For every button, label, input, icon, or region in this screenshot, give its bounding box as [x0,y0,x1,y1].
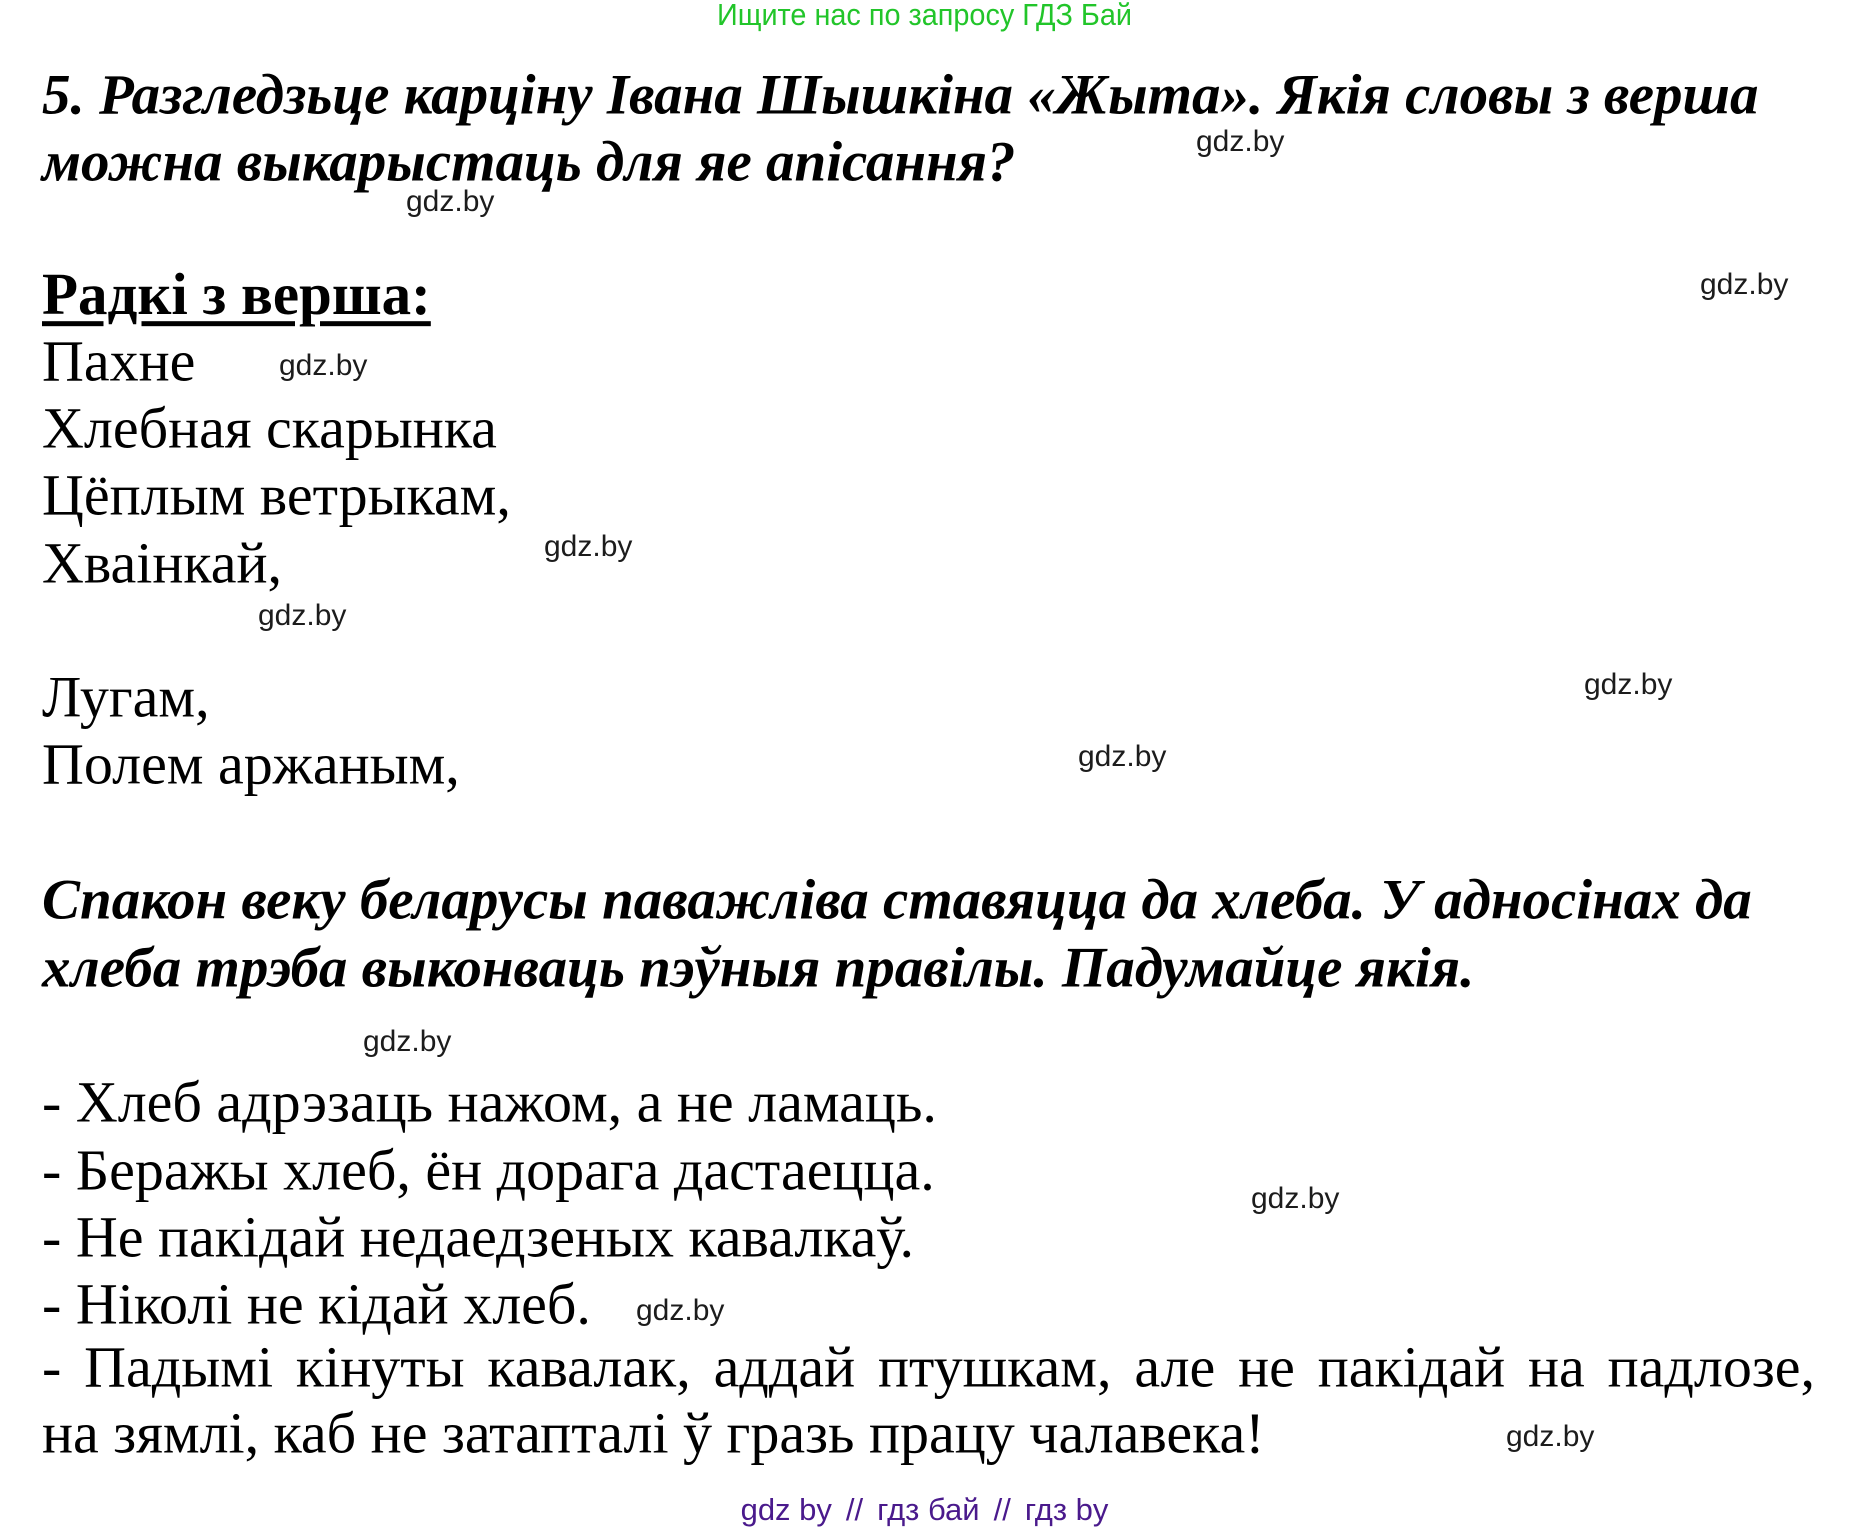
watermark: gdz.by [1078,740,1167,773]
poem-line-text: Цёплым ветрыкам, [42,462,511,528]
watermark: gdz.by [258,599,347,632]
question-text-2: хлеба трэба выконваць пэўныя правілы. Падумайце якія. [42,936,1475,1000]
search-banner: Ищите нас по запросу ГДЗ Бай [717,0,1132,32]
watermark: gdz.by [1251,1182,1340,1215]
watermark: gdz.by [1196,125,1285,158]
poem-line-text: Хваінкай, [42,530,282,596]
footer-part: гдз бай [877,1492,980,1527]
watermark: gdz.by [363,1025,452,1058]
poem-line-text: Пахне [42,328,196,394]
watermark: gdz.by [1584,668,1673,701]
rule-text: - Беражы хлеб, ён дорага дастаецца. [42,1137,935,1203]
footer-part: гдз by [1024,1492,1109,1527]
watermark: gdz.by [1506,1420,1595,1453]
footer-separator: // [993,1492,1011,1527]
watermark: gdz.by [544,530,633,563]
footer-links [0,1493,1849,1527]
poem-line-text: Хлебная скарынка [42,395,497,461]
watermark: gdz.by [1700,268,1789,301]
poem-heading-text: Радкі з верша: [42,261,431,328]
watermark: gdz.by [279,349,368,382]
rule-text: - Ніколі не кідай хлеб. [42,1271,591,1337]
poem-line-text: Полем аржаным, [42,731,460,797]
rule-text: - Падымі кінуты кавалак, аддай птушкам, але не пакідай на падлозе, [42,1334,1815,1400]
poem-line-text: Лугам, [42,664,210,730]
watermark: gdz.by [636,1294,725,1327]
rule-text: - Хлеб адрэзаць нажом, а не ламаць. [42,1069,937,1135]
task-title-text-1: 5. Разгледзьце карціну Івана Шышкіна «Жыта». Якія словы з верша [42,63,1759,127]
rule-text: на зямлі, каб не затапталі ў гразь працу чалавека! [42,1400,1265,1466]
watermark: gdz.by [406,185,495,218]
task-title-text-2: можна выкарыстаць для яе апісання? [42,130,1016,194]
question-text-1: Спакон веку беларусы паважліва ставяцца да хлеба. У адносінах да [42,868,1752,932]
footer-separator: // [845,1492,864,1527]
footer-part: gdz by [740,1492,832,1527]
rule-text: - Не пакідай недаедзеных кавалкаў. [42,1204,915,1270]
